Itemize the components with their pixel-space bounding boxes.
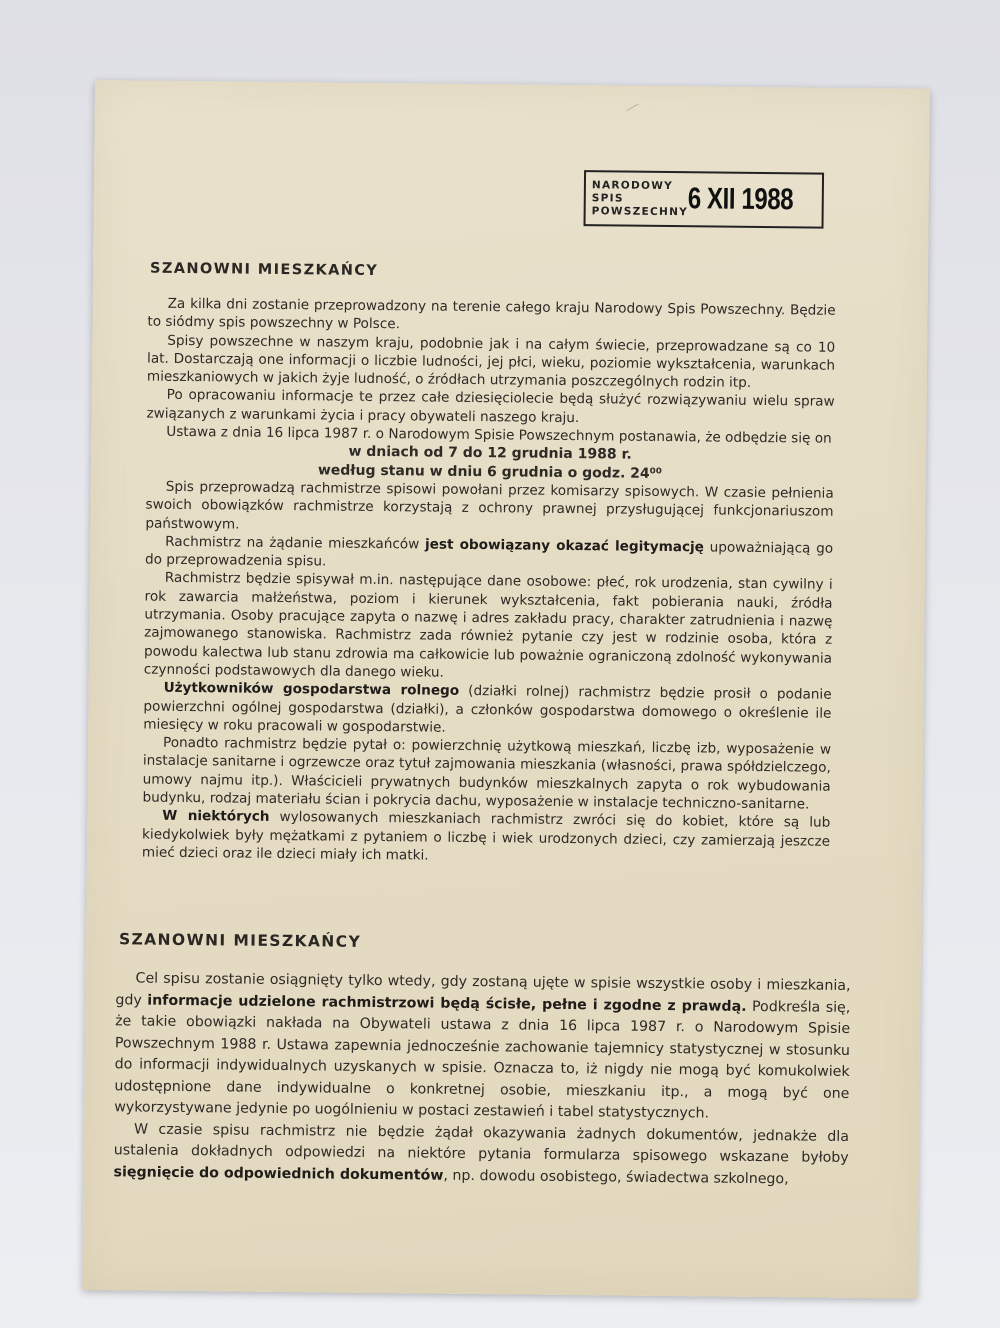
stamp-line-3: POWSZECHNY [591,204,689,218]
paper-tear [621,95,639,111]
paragraph: Ponadto rachmistrz będzie pytał o: powierzchnię użytkową mieszkań, liczbę izb, wyposażenie w instalacje sanitarne i ogrzewcze oraz tytuł zajmowania mieszkania (własności, prawa spółdzielczego, umowy najmu itp.). Właścicieli prywatnych budynków mieszkalnych zapyta o rok wybudowania budynku, rodzaj materiału ścian i pokrycia dachu, wyposażenie w instalacje techniczno-sanitarne. [142,734,832,813]
text-run: (działki rolnej) rachmistrz będzie prosił o podanie powierzchni ogólnej gospodarstwa (działki), a członków gospodarstwa domowego o określenie ile miesięcy w roku pracowali w gospodarstwie. [143,683,832,736]
text-run: Podkreśla się, że takie obowiązki nakłada na Obywateli ustawa z dnia 16 lipca 1987 r. o Narodowym Spisie Powszechnym 1988 r. Ustawa zapewnia jednocześnie zachowanie tajemnicy statystycznej w stosunku do informacji indywidualnych uzyskanych w spisie. Oznacza to, iż nigdy nie mogą być komukolwiek udostępnione dane indywidualne o konkretnej osobie, mieszkaniu itp., a mogą być one wykorzystywane jedynie po uogólnieniu w postaci zestawień i tabel statystycznych. [114,998,851,1122]
paragraph: Spis przeprowadzą rachmistrze spisowi powołani przez komisarzy spisowych. W czasie pełnienia swoich obowiązków rachmistrze korzystają z ochrony prawnej przysługującej funkcjonariuszom państwowym. [145,478,834,533]
stamp-line-1: NARODOWY [591,178,674,192]
stamp-date: 6 XII 1988 [688,182,794,217]
bold-text: sięgnięcie do odpowiednich dokumentów [113,1163,444,1184]
census-leaflet [82,80,930,1299]
paragraph: Po opracowaniu informacje te przez całe dziesięciolecie będą służyć rozwiązywaniu wielu spraw związanych z warunkami życia i pracy obywateli naszego kraju. [146,387,835,426]
stamp-line-2: SPIS [591,191,624,205]
stamp-title [592,179,689,219]
paragraph: Spisy powszechne w naszym kraju, podobnie jak i na całym świecie, przeprowadzane są co 10 lat. Dostarczają one informacji o liczbie ludności, jej płci, wieku, poziomie wykształcenia, warunkach mieszkaniowych w jakich żyje ludność, o źródłach utrzymania poszczególnych rodzin itp. [146,332,836,392]
bold-text: jest obowiązany okazać legitymację [424,536,705,556]
census-dates: w dniach od 7 do 12 grudnia 1988 r. [348,444,632,464]
section-1-heading: SZANOWNI MIESZKAŃCY [149,260,379,279]
bold-text: W niektórych [162,808,270,826]
text-run: Rachmistrz na żądanie mieszkańców [165,533,426,553]
census-stamp [583,170,824,229]
text-run: , np. dowodu osobistego, świadectwa szkolnego, [443,1167,789,1187]
paragraph: Za kilka dni zostanie przeprowadzony na terenie całego kraju Narodowy Spis Powszechny. Będzie to siódmy spis powszechny w Polsce. [147,295,836,333]
text-run: upoważniającą go do przeprowadzenia spisu. [144,539,834,570]
section-2-body [113,968,850,1191]
bold-text: informacje udzielone rachmistrzowi będą ścisłe, pełne i zgodne z prawdą. [147,992,747,1015]
census-reference-time: według stanu w dniu 6 grudnia o godz. 24⁰⁰ [317,462,663,482]
paragraph: Rachmistrz będzie spisywał m.in. następujące dane osobowe: płeć, rok urodzenia, stan cywilny i rok zawarcia małżeństwa, poziom i kierunek wykształcenia, fakt pobierania nauki, źródła utrzymania. Osoby pracujące zapyta o nazwę i adres zakładu pracy, charakter zatrudnienia i nazwę zajmowanego stanowiska. Rachmistrz zada również pytanie czy jest w rodzinie osoba, która z powodu kalectwa lub stanu zdrowia ma całkowicie lub poważnie ograniczoną zdolność wykonywania czynności podstawowych dla danego wieku. [143,570,833,681]
paragraph [114,968,851,1126]
text-run: Cel spisu zostanie osiągnięty tylko wtedy, gdy zostaną ujęte w spisie wszystkie osoby i mieszkania, gdy [115,970,851,1009]
section-2-heading: SZANOWNI MIESZKAŃCY [118,930,362,951]
text-run: W czasie spisu rachmistrz nie będzie żądał okazywania żadnych dokumentów, jednakże dla ustalenia dokładnych odpowiedzi na niektóre pytania formularza spisowego wskazane byłoby [113,1120,850,1166]
paragraph [142,807,831,869]
paragraph [113,1119,849,1191]
text-run: wylosowanych mieszkaniach rachmistrz zwróci się do kobiet, które są lub kiedykolwiek były mężatkami z pytaniem o liczbę i wiek urodzonych dzieci, czy zamierzają jeszcze mieć dzieci oraz ile dzieci miały ich matki. [141,809,831,864]
paragraph [143,679,832,741]
section-1-body [142,295,836,869]
bold-text: Użytkowników gospodarstwa rolnego [163,679,460,700]
paragraph: Ustawa z dnia 16 lipca 1987 r. o Narodowym Spisie Powszechnym postanawia, że odbędzie się on [166,423,832,447]
